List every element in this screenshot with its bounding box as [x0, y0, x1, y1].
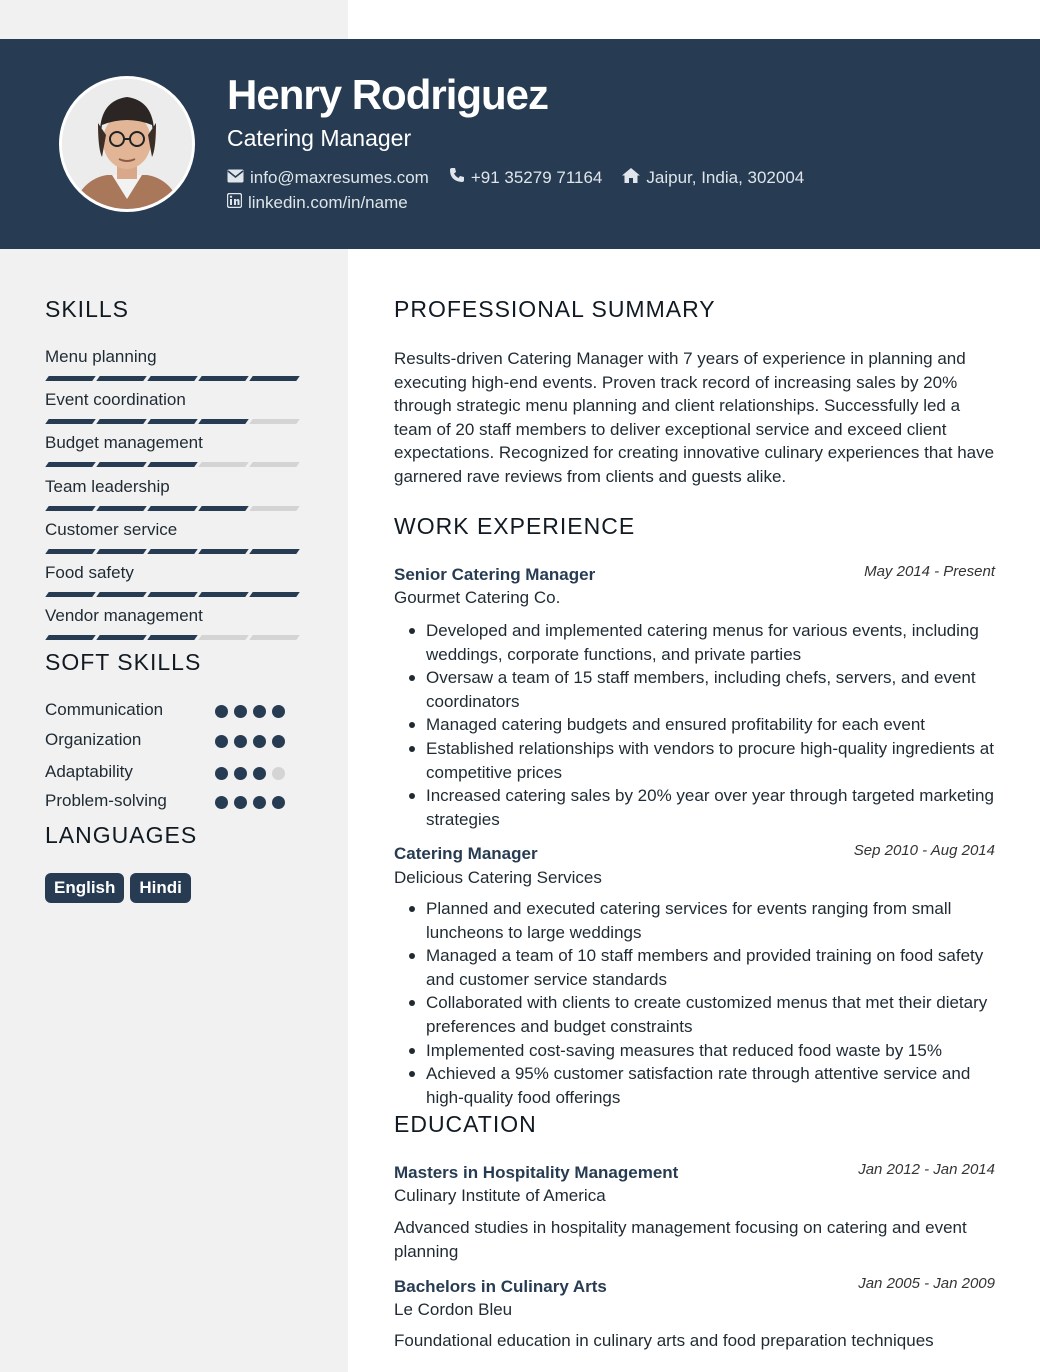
skill-level-segment: [249, 549, 300, 554]
job-header: [394, 565, 995, 585]
rating-dot: [215, 705, 228, 718]
job-bullet: Increased catering sales by 20% year over year through targeted marketing strategies: [408, 784, 998, 831]
skill-level-segment: [45, 376, 96, 381]
job-company: Gourmet Catering Co.: [394, 588, 561, 607]
skill-level-segment: [96, 376, 147, 381]
summary-heading: PROFESSIONAL SUMMARY: [394, 296, 716, 322]
job-bullet: Implemented cost-saving measures that reduced food waste by 15%: [408, 1039, 998, 1063]
job-bullets: [408, 897, 998, 1109]
job-role: Senior Catering Manager: [394, 565, 596, 584]
job-bullet: Managed catering budgets and ensured profitability for each event: [408, 713, 998, 737]
skill-level-bar: [47, 419, 302, 424]
skill-level-bar: [47, 506, 302, 511]
skill-label: Menu planning: [45, 347, 157, 366]
rating-dot: [253, 767, 266, 780]
soft-skill-rating: [215, 705, 291, 718]
soft-skills-heading: SOFT SKILLS: [45, 649, 202, 675]
skill-level-bar: [47, 592, 302, 597]
skill-level-segment: [147, 376, 198, 381]
skill-level-segment: [198, 635, 249, 640]
candidate-title: Catering Manager: [227, 125, 412, 151]
email-text: info@maxresumes.com: [250, 167, 429, 187]
skill-level-bar: [47, 635, 302, 640]
skill-level-segment: [147, 462, 198, 467]
education-header: [394, 1163, 995, 1183]
skill-level-segment: [249, 592, 300, 597]
skill-label: Customer service: [45, 519, 178, 539]
job-bullet: Managed a team of 10 staff members and provided training on food safety and customer service standards: [408, 944, 998, 991]
rating-dot: [234, 767, 247, 780]
phone-text: +91 35279 71164: [470, 167, 603, 187]
rating-dot: [234, 796, 247, 809]
contact-row-secondary: [227, 193, 428, 213]
education-heading: EDUCATION: [394, 1111, 537, 1137]
rating-dot: [253, 735, 266, 748]
skill-level-segment: [96, 592, 147, 597]
skill-level-segment: [198, 506, 249, 511]
skill-level-segment: [249, 376, 300, 381]
work-heading: WORK EXPERIENCE: [394, 513, 636, 539]
skill-level-segment: [249, 506, 300, 511]
education-degree: Bachelors in Culinary Arts: [394, 1277, 607, 1296]
skill-level-segment: [249, 462, 300, 467]
rating-dot: [234, 705, 247, 718]
envelope-icon: [227, 168, 250, 188]
soft-skill-label: Problem-solving: [45, 791, 167, 810]
linkedin-icon: [227, 193, 248, 213]
rating-dot: [272, 796, 285, 809]
job-dates: Sep 2010 - Aug 2014: [853, 842, 995, 859]
skill-level-segment: [147, 635, 198, 640]
skill-level-segment: [147, 419, 198, 424]
skill-level-segment: [147, 506, 198, 511]
soft-skill-label: Communication: [45, 700, 164, 719]
languages-heading: LANGUAGES: [45, 822, 198, 848]
soft-skill-rating: [215, 735, 291, 748]
candidate-name: Henry Rodriguez: [227, 71, 549, 118]
resume-header: [0, 39, 1040, 249]
skill-level-segment: [96, 549, 147, 554]
skill-level-segment: [96, 635, 147, 640]
skill-level-segment: [45, 592, 96, 597]
contact-location: [622, 168, 804, 188]
skill-level-segment: [45, 419, 96, 424]
soft-skill-rating: [215, 796, 291, 809]
job-bullet: Collaborated with clients to create customized menus that met their dietary preferences and budget constraints: [408, 991, 998, 1038]
rating-dot: [253, 796, 266, 809]
skill-level-segment: [45, 506, 96, 511]
rating-dot: [215, 796, 228, 809]
rating-dot: [253, 705, 266, 718]
skill-label: Event coordination: [45, 390, 186, 410]
job-bullet: Planned and executed catering services for events ranging from small luncheons to large weddings: [408, 897, 998, 944]
skill-level-segment: [96, 506, 147, 511]
skill-label: Budget management: [45, 433, 203, 453]
contact-phone[interactable]: [449, 167, 603, 188]
education-school: Le Cordon Bleu: [394, 1300, 513, 1319]
education-header: [394, 1277, 995, 1297]
education-degree: Masters in Hospitality Management: [394, 1163, 679, 1182]
education-dates: Jan 2005 - Jan 2009: [858, 1275, 995, 1292]
avatar: [59, 76, 195, 212]
job-role: Catering Manager: [394, 844, 538, 863]
skill-level-bar: [47, 549, 302, 554]
skill-level-segment: [198, 376, 249, 381]
skills-heading: SKILLS: [45, 296, 129, 322]
job-bullets: [408, 619, 998, 831]
skill-level-bar: [47, 462, 302, 467]
job-bullet: Established relationships with vendors to procure high-quality ingredients at competitive prices: [408, 737, 998, 784]
job-company: Delicious Catering Services: [394, 868, 602, 887]
language-tag: Hindi: [130, 873, 191, 903]
linkedin-text: linkedin.com/in/name: [248, 193, 408, 212]
rating-dot: [215, 735, 228, 748]
skill-level-bar: [47, 376, 302, 381]
skill-level-segment: [249, 419, 300, 424]
rating-dot: [272, 735, 285, 748]
summary-text: Results-driven Catering Manager with 7 years of experience in planning and executing high-end events. Proven track record of increasing sales by 20% through strategic menu planning and client relationships. Successfully led a team of 20 staff members to deliver exceptional service and exceed client expectations. Recognized for creating innovative culinary experiences that have garnered rave reviews from clients and guests alike.: [394, 349, 995, 486]
skill-level-segment: [147, 549, 198, 554]
skill-label: Vendor management: [45, 606, 203, 626]
education-school: Culinary Institute of America: [394, 1186, 606, 1205]
job-bullet: Achieved a 95% customer satisfaction rate through attentive service and high-quality food offerings: [408, 1062, 998, 1109]
job-bullet: Oversaw a team of 15 staff members, including chefs, servers, and event coordinators: [408, 666, 998, 713]
skill-level-segment: [45, 549, 96, 554]
skill-level-segment: [96, 419, 147, 424]
skill-label: Team leadership: [45, 476, 170, 496]
soft-skill-label: Adaptability: [45, 762, 133, 781]
skill-level-segment: [45, 462, 96, 467]
location-text: Jaipur, India, 302004: [646, 167, 805, 187]
skill-level-segment: [198, 592, 249, 597]
language-tag: English: [45, 873, 124, 903]
job-header: [394, 844, 995, 864]
soft-skill-rating: [215, 767, 291, 780]
skill-level-segment: [198, 549, 249, 554]
home-icon: [622, 168, 646, 188]
rating-dot: [272, 705, 285, 718]
skill-level-segment: [45, 635, 96, 640]
skill-level-segment: [249, 635, 300, 640]
education-description: Foundational education in culinary arts and food preparation techniques: [394, 1331, 934, 1350]
education-dates: Jan 2012 - Jan 2014: [858, 1161, 995, 1178]
education-description: Advanced studies in hospitality management focusing on catering and event planning: [394, 1218, 967, 1261]
job-bullet: Developed and implemented catering menus for various events, including weddings, corporate functions, and private parties: [408, 619, 998, 666]
phone-icon: [449, 167, 471, 188]
languages-list: [45, 873, 197, 903]
skill-label: Food safety: [45, 563, 134, 582]
soft-skill-label: Organization: [45, 730, 142, 749]
skill-level-segment: [147, 592, 198, 597]
rating-dot: [234, 735, 247, 748]
rating-dot: [215, 767, 228, 780]
skill-level-segment: [96, 462, 147, 467]
rating-dot: [272, 767, 285, 780]
skill-level-segment: [198, 419, 249, 424]
contact-row-primary: [227, 167, 824, 188]
job-dates: May 2014 - Present: [864, 563, 995, 580]
contact-linkedin[interactable]: [227, 193, 408, 213]
skill-level-segment: [198, 462, 249, 467]
contact-email[interactable]: [227, 168, 429, 188]
